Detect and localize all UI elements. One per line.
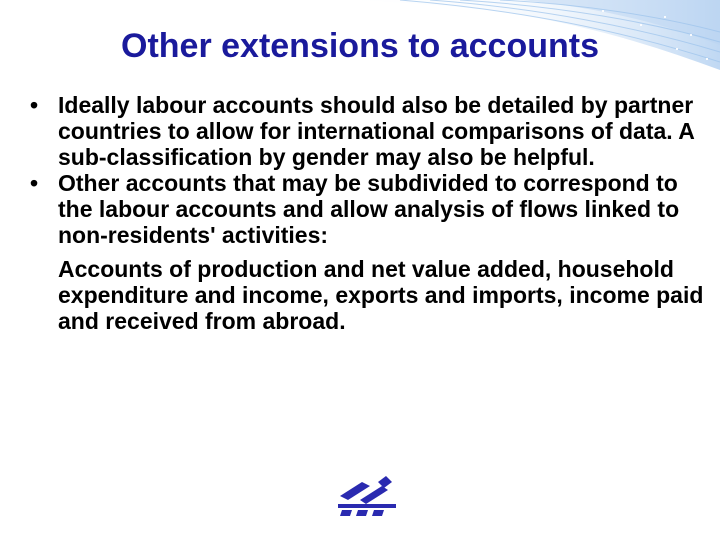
bullet-marker: • [30,92,39,118]
bullet-text: Other accounts that may be subdivided to correspond to the labour accounts and allow analysis of flows linked to non-residents' activities: [58,170,680,248]
bullet-marker: • [30,170,39,196]
organization-logo-icon [336,476,398,516]
bullet-text: Ideally labour accounts should also be detailed by partner countries to allow for international comparisons of data. A sub-classification by gender may also be helpful. [58,92,694,170]
bullet-list [28,92,708,334]
bullet-item-other-accounts [28,170,708,334]
slide-title: Other extensions to accounts [121,27,599,65]
bullet-item-partner-countries [28,92,708,170]
bullet-continuation-text: Accounts of production and net value added, household expenditure and income, exports and imports, income paid and received from abroad. [58,256,704,334]
